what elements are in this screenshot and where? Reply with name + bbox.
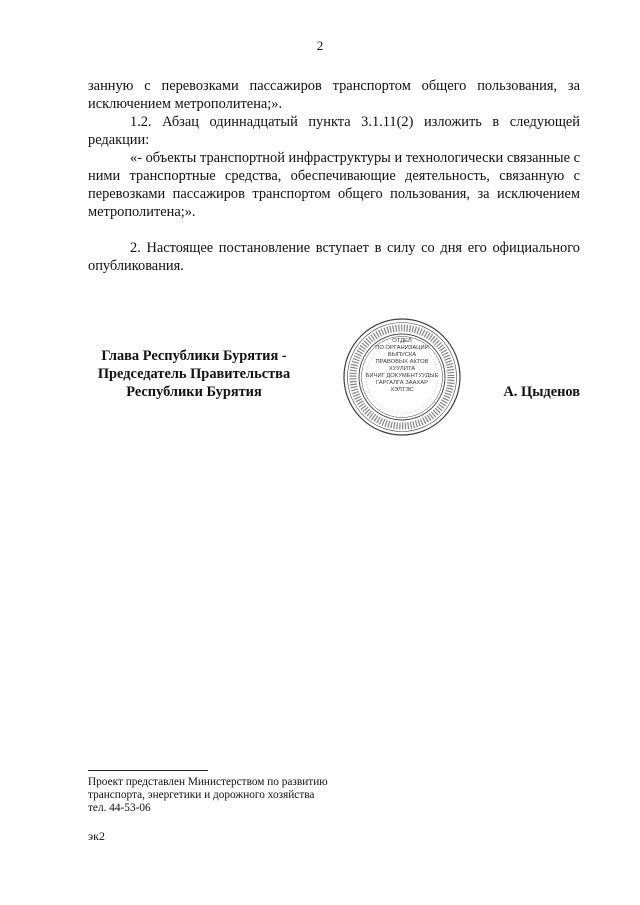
paragraph-continuation: занную с перевозками пассажиров транспортом общего пользования, за исключением метрополитена;». xyxy=(88,78,580,112)
page-number: 2 xyxy=(316,38,324,53)
document-code: эк2 xyxy=(88,829,105,843)
seal-text-line: ВЫПУСКА xyxy=(387,352,417,358)
footnote-line: тел. 44-53-06 xyxy=(88,802,151,814)
signatory-title-line: Глава Республики Бурятия - xyxy=(101,348,287,364)
paragraph-quoted-text: «- объекты транспортной инфраструктуры и технологически связанные с ними транспортные средства, обеспечивающие деятельность, связанную с перевозками пассажиров транспортом общего пользования, за исключением метрополитена;». xyxy=(88,150,580,220)
signatory-name: А. Цыденов xyxy=(503,384,580,400)
seal-text-line: ХЭЛТЭС xyxy=(390,387,414,393)
footnote-line: транспорта, энергетики и дорожного хозяйства xyxy=(88,789,315,801)
paragraph-spacer xyxy=(88,221,580,239)
seal-text-line: ГАРГАЛГА ЗААХАР xyxy=(375,380,429,386)
seal-text-line: ПРАВОВЫХ АКТОВ xyxy=(375,359,429,365)
paragraph-effective-date: 2. Настоящее постановление вступает в силу со дня его официального опубликования. xyxy=(88,240,580,274)
seal-text-line: ОТДЕЛ xyxy=(392,338,412,344)
signatory-title-line: Республики Бурятия xyxy=(126,384,262,400)
document-body xyxy=(88,77,580,275)
seal-text-line: БИЧИГ ДОКУМЕНТУУДЫЕ xyxy=(365,373,439,379)
paragraph-amendment: 1.2. Абзац одиннадцатый пункта 3.1.11(2) изложить в следующей редакции: xyxy=(88,114,580,148)
footnote-divider xyxy=(88,770,208,771)
footnote xyxy=(88,776,408,815)
seal-text-line: ПО ОРГАНИЗАЦИИ xyxy=(375,345,429,351)
official-seal xyxy=(342,317,462,437)
footnote-line: Проект представлен Министерством по развитию xyxy=(88,776,328,788)
seal-text-line: ХУУЛИТА xyxy=(388,366,416,372)
signatory-title xyxy=(88,347,300,401)
signatory-title-line: Председатель Правительства xyxy=(97,366,291,382)
